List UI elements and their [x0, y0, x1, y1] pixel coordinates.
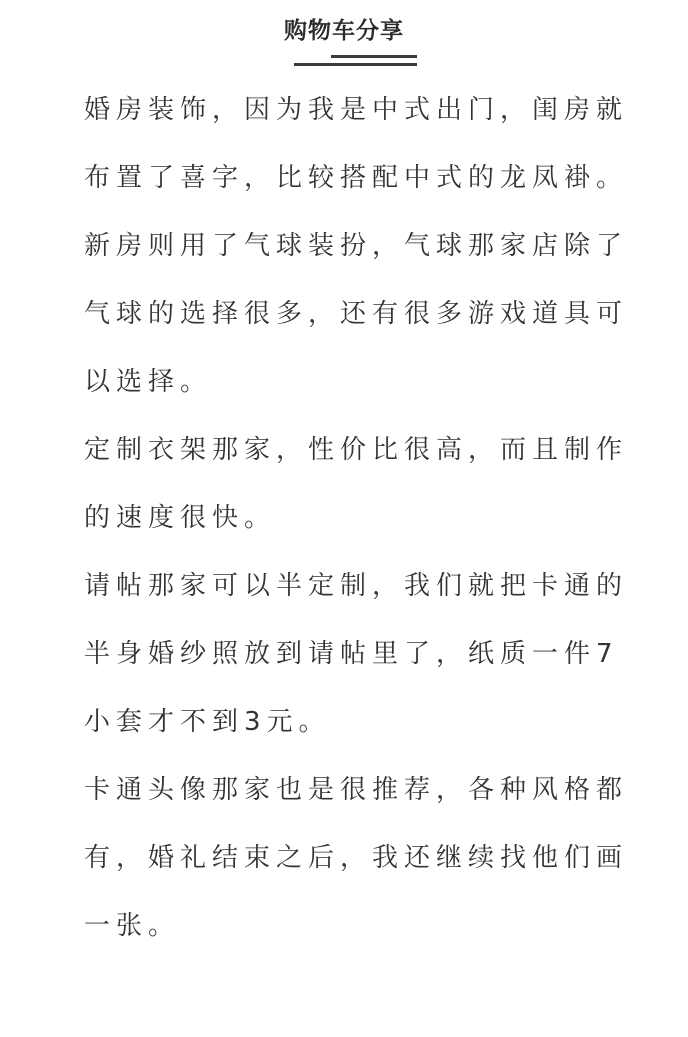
body-line: 请帖那家可以半定制，我们就把卡通的 — [84, 571, 629, 601]
body-line: 卡通头像那家也是很推荐，各种风格都 — [84, 775, 629, 805]
body-line: 布置了喜字，比较搭配中式的龙凤褂。 — [84, 163, 629, 193]
article-body — [84, 76, 629, 960]
body-line: 定制衣架那家，性价比很高，而且制作 — [84, 435, 629, 465]
body-line: 半身婚纱照放到请帖里了，纸质一件7 — [84, 639, 619, 669]
title-underline-long — [294, 63, 417, 66]
body-line: 小套才不到3元。 — [84, 707, 331, 737]
body-line: 有，婚礼结束之后，我还继续找他们画 — [84, 843, 629, 873]
section-title: 购物车分享 — [284, 18, 404, 44]
body-line: 一张。 — [84, 911, 181, 941]
body-line: 新房则用了气球装扮，气球那家店除了 — [84, 231, 629, 261]
title-underline-short — [331, 55, 417, 58]
body-line: 的速度很快。 — [84, 503, 277, 533]
body-line: 气球的选择很多，还有很多游戏道具可 — [84, 299, 629, 329]
article-header — [0, 0, 688, 80]
body-line: 以选择。 — [84, 367, 213, 397]
body-line: 婚房装饰，因为我是中式出门，闺房就 — [84, 95, 629, 125]
